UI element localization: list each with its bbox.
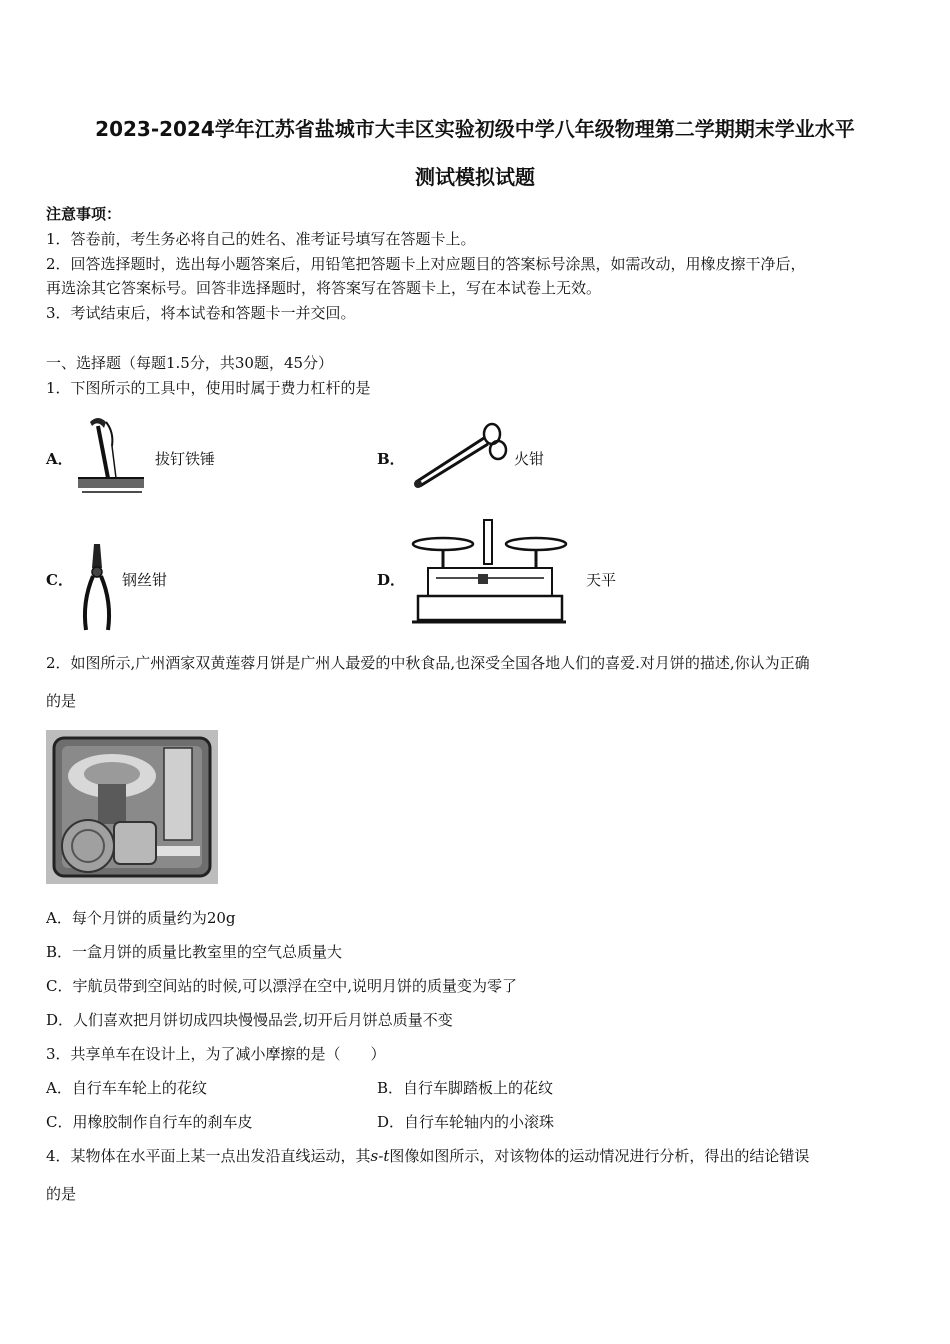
claw-hammer-figure <box>76 412 148 496</box>
notice-item: 1．答卷前，考生务必将自己的姓名、准考证号填写在答题卡上。 <box>46 230 476 248</box>
question-4-stem-variable: s-t <box>370 1147 390 1165</box>
question-4-stem-end: 图像如图所示，对该物体的运动情况进行分析，得出的结论错误 <box>389 1147 810 1165</box>
question-1-stem: 1．下图所示的工具中，使用时属于费力杠杆的是 <box>46 379 371 397</box>
q1-option-c-label: 钢丝钳 <box>122 571 168 589</box>
notice-item: 再选涂其它答案标号。回答非选择题时，将答案写在答题卡上，写在本试卷上无效。 <box>46 279 602 297</box>
q3-option-d: D．自行车轮轴内的小滚珠 <box>377 1113 555 1131</box>
q2-option-b: B．一盒月饼的质量比教室里的空气总质量大 <box>46 943 343 961</box>
q1-option-a-letter: A． <box>46 450 73 468</box>
fire-tongs-figure <box>408 420 508 492</box>
q3-option-a: A．自行车车轮上的花纹 <box>46 1079 207 1097</box>
q3-option-b: B．自行车脚踏板上的花纹 <box>377 1079 554 1097</box>
question-4-stem-start: 4．某物体在水平面上某一点出发沿直线运动，其 <box>46 1147 371 1165</box>
pliers-figure <box>78 542 118 634</box>
q1-option-a-label: 拔钉铁锤 <box>155 450 216 468</box>
notice-item: 3．考试结束后，将本试卷和答题卡一并交回。 <box>46 304 356 322</box>
notice-heading: 注意事项： <box>46 205 122 223</box>
balance-scale-figure <box>408 518 568 632</box>
q3-option-c: C．用橡胶制作自行车的刹车皮 <box>46 1113 253 1131</box>
question-4-stem-continued: 的是 <box>46 1185 77 1203</box>
page-title-continued: 测试模拟试题 <box>415 165 535 189</box>
notice-item: 2．回答选择题时，选出每小题答案后，用铅笔把答题卡上对应题目的答案标号涂黑，如需改动，用橡皮擦干净后， <box>46 255 806 273</box>
q1-option-c-letter: C． <box>46 571 73 589</box>
question-4-stem <box>46 1145 809 1166</box>
mooncake-box-photo <box>46 730 218 884</box>
q2-option-a: A．每个月饼的质量约为20g <box>46 909 236 927</box>
question-3-stem: 3．共享单车在设计上，为了减小摩擦的是（ ） <box>46 1045 386 1063</box>
q2-option-d: D．人们喜欢把月饼切成四块慢慢品尝,切开后月饼总质量不变 <box>46 1011 453 1029</box>
q2-option-c: C．宇航员带到空间站的时候,可以漂浮在空中,说明月饼的质量变为零了 <box>46 977 518 995</box>
page-title: 2023-2024学年江苏省盐城市大丰区实验初级中学八年级物理第二学期期末学业水平 <box>95 117 855 141</box>
question-2-stem: 2．如图所示,广州酒家双黄莲蓉月饼是广州人最爱的中秋食品,也深受全国各地人们的喜爱.对月饼的描述,你认为正确 <box>46 654 810 672</box>
question-2-stem-continued: 的是 <box>46 692 77 710</box>
q1-option-b-letter: B． <box>377 450 405 468</box>
section-heading: 一、选择题（每题1.5分，共30题，45分） <box>46 354 334 372</box>
q1-option-b-label: 火钳 <box>514 450 545 468</box>
q1-option-d-label: 天平 <box>586 571 617 589</box>
q1-option-d-letter: D． <box>377 571 406 589</box>
